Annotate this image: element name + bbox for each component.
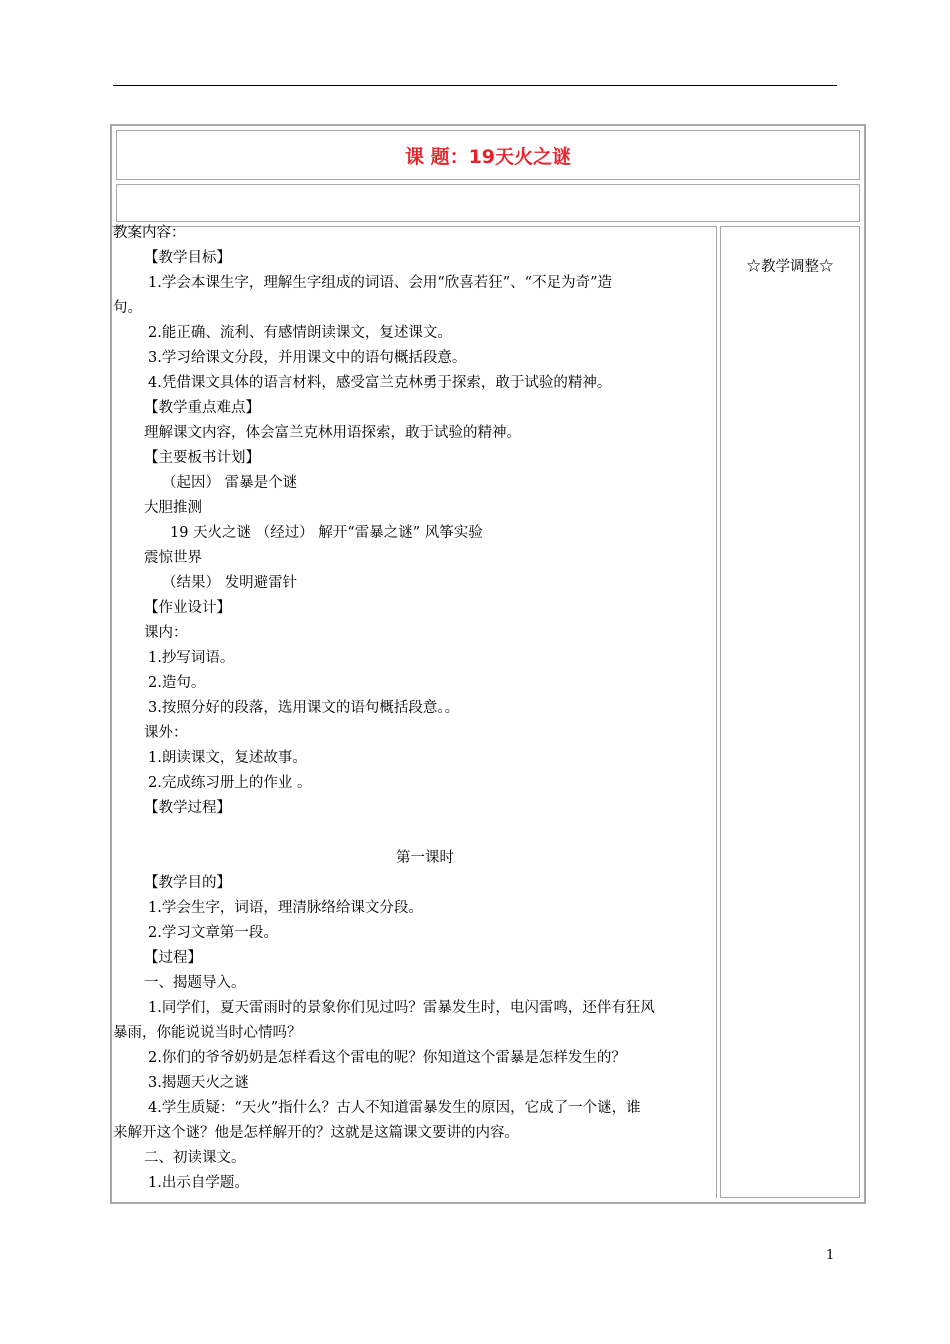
content-line: 1.学会生字，词语，理清脉络给课文分段。 <box>148 900 423 916</box>
lesson-title: 课 题：19天火之谜 <box>116 130 860 180</box>
content-line: 第一课时 <box>396 850 454 866</box>
content-line: 3.揭题天火之谜 <box>148 1075 249 1091</box>
content-line: 3.按照分好的段落，选用课文的语句概括段意。。 <box>148 700 460 716</box>
content-line: （结果） 发明避雷针 <box>162 575 298 591</box>
content-line: 暴雨，你能说说当时心情吗？ <box>113 1025 302 1041</box>
content-line: 教案内容： <box>113 225 186 241</box>
content-line: 2.你们的爷爷奶奶是怎样看这个雷电的呢？你知道这个雷暴是怎样发生的？ <box>148 1050 626 1066</box>
content-line: 19 天火之谜 （经过） 解开“雷暴之谜” 风筝实验 <box>170 525 483 541</box>
page-number: 1 <box>826 1248 835 1263</box>
content-line: 来解开这个谜？他是怎样解开的？这就是这篇课文要讲的内容。 <box>113 1125 519 1141</box>
content-line: 【教学目的】 <box>144 875 231 891</box>
content-line: 3.学习给课文分段，并用课文中的语句概括段意。 <box>148 350 467 366</box>
content-line: 一、揭题导入。 <box>144 975 246 991</box>
content-line: 课外： <box>144 725 188 741</box>
content-line: 大胆推测 <box>144 500 202 516</box>
content-line: 句。 <box>113 300 142 316</box>
content-line: 2.造句。 <box>148 675 206 691</box>
content-line: 1.抄写词语。 <box>148 650 235 666</box>
content-line: 理解课文内容，体会富兰克林用语探索，敢于试验的精神。 <box>144 425 521 441</box>
content-line: 4.凭借课文具体的语言材料，感受富兰克林勇于探索，敢于试验的精神。 <box>148 375 612 391</box>
content-line: 【过程】 <box>144 950 202 966</box>
content-line: 2.学习文章第一段。 <box>148 925 278 941</box>
content-line: 【作业设计】 <box>144 600 231 616</box>
content-line: 【教学过程】 <box>144 800 231 816</box>
content-line: 1.出示自学题。 <box>148 1175 249 1191</box>
content-line: 震惊世界 <box>144 550 202 566</box>
content-line: 1.朗读课文，复述故事。 <box>148 750 307 766</box>
content-line: 2.能正确、流利、有感情朗读课文，复述课文。 <box>148 325 452 341</box>
content-line: 1.同学们，夏天雷雨时的景象你们见过吗？雷暴发生时，电闪雷鸣，还伴有狂风 <box>148 1000 655 1016</box>
content-line: 4.学生质疑：“天火”指什么？古人不知道雷暴发生的原因，它成了一个谜，谁 <box>148 1100 641 1116</box>
header-rule <box>113 85 837 86</box>
blank-row <box>116 184 860 222</box>
content-line: 1.学会本课生字，理解生字组成的词语、会用“欣喜若狂”、“不足为奇”造 <box>148 275 612 291</box>
content-line: 【教学重点难点】 <box>144 400 260 416</box>
content-line: 二、初读课文。 <box>144 1150 246 1166</box>
content-line: 【主要板书计划】 <box>144 450 260 466</box>
content-line: （起因） 雷暴是个谜 <box>162 475 298 491</box>
content-line: 【教学目标】 <box>144 250 231 266</box>
teaching-adjustment-cell <box>720 226 860 1198</box>
content-line: 课内： <box>144 625 188 641</box>
teaching-adjustment-header: ☆教学调整☆ <box>746 259 834 275</box>
content-line: 2.完成练习册上的作业 。 <box>148 775 312 791</box>
